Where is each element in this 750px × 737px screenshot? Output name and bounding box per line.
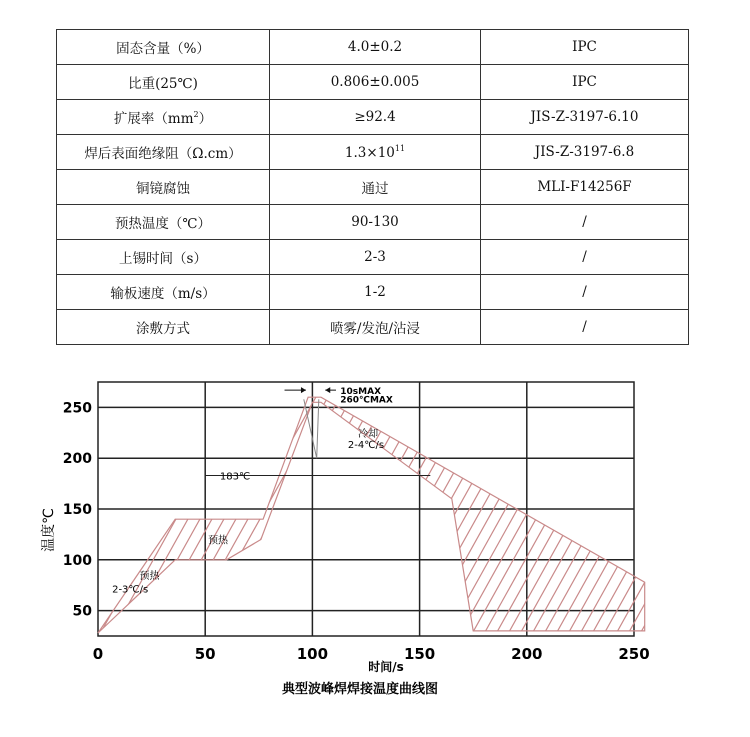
hatch-pattern [0, 370, 750, 641]
value-cell: 0.806±0.005 [270, 65, 481, 100]
property-cell: 焊后表面绝缘阻（Ω.cm） [57, 135, 270, 170]
hatch-line [0, 370, 44, 641]
hatch-line [588, 370, 750, 641]
table-row [57, 135, 689, 170]
cooling-rate-label: 2-4℃/s [347, 440, 385, 452]
hatch-line [492, 370, 692, 641]
hatch-line [552, 370, 750, 641]
preheat-rate-label: 预热 [139, 571, 160, 583]
value-cell: ≥92.4 [270, 100, 481, 135]
x-tick-label: 150 [403, 645, 436, 663]
property-tail: ） [198, 111, 213, 127]
value-cell: 90-130 [270, 205, 481, 240]
table-row [57, 65, 689, 100]
property-cell: 预热温度（℃） [57, 205, 270, 240]
hatch-line [732, 370, 750, 641]
standard-cell: JIS-Z-3197-6.8 [481, 135, 689, 170]
hatch-line [444, 370, 644, 641]
y-tick-label: 200 [62, 451, 92, 468]
hatch-line [0, 370, 56, 641]
standard-cell: IPC [481, 65, 689, 100]
x-tick-label: 50 [194, 645, 216, 663]
hatch-line [252, 370, 452, 641]
hatch-line [684, 370, 750, 641]
value-cell: 通过 [270, 170, 481, 205]
property-cell: 输板速度（m/s） [57, 275, 270, 310]
arrow-right-head [325, 387, 330, 393]
hatch-line [336, 370, 536, 641]
hatch-line [324, 370, 524, 641]
y-tick-label: 100 [62, 552, 92, 569]
hatch-line [708, 370, 750, 641]
hatch-line [432, 370, 632, 641]
property-superscript: 2 [193, 110, 199, 119]
hatch-line [720, 370, 750, 641]
hatch-line [540, 370, 740, 641]
table-row [57, 275, 689, 310]
peak-time-label: 10sMAX [340, 387, 382, 398]
hatch-line [24, 370, 224, 641]
hatch-line [576, 370, 750, 641]
value-superscript: 11 [394, 143, 406, 153]
hatch-line [84, 370, 284, 641]
hatch-line [312, 370, 512, 641]
hatch-line [300, 370, 500, 641]
hatch-line [264, 370, 464, 641]
value-cell [270, 135, 481, 170]
standard-cell: IPC [481, 30, 689, 65]
hatch-line [516, 370, 716, 641]
hatch-line [108, 370, 308, 641]
chart-annotations [112, 387, 430, 595]
value-text: 1.3×10 [344, 144, 395, 161]
standard-cell: JIS-Z-3197-6.10 [481, 100, 689, 135]
x-tick-label: 200 [511, 645, 543, 663]
hatch-line [456, 370, 656, 641]
property-cell: 比重(25℃) [57, 65, 270, 100]
y-tick-label: 50 [72, 603, 92, 620]
hatch-line [624, 370, 750, 641]
value-cell: 1-2 [270, 275, 481, 310]
property-cell [57, 100, 270, 135]
hatch-line [96, 370, 296, 641]
hatch-line [504, 370, 704, 641]
table-row [57, 30, 689, 65]
hatch-line [528, 370, 728, 641]
hatch-line [180, 370, 380, 641]
standard-cell: MLI-F14256F [481, 170, 689, 205]
hatch-line [0, 370, 200, 641]
value-cell: 2-3 [270, 240, 481, 275]
table-row [57, 205, 689, 240]
x-tick-label: 0 [92, 645, 104, 663]
arrow-left-head [301, 387, 306, 393]
standard-cell: / [481, 205, 689, 240]
x-axis-label: 时间/s [368, 660, 404, 674]
table-row [57, 240, 689, 275]
hatch-line [660, 370, 750, 641]
value-cell: 喷雾/发泡/沾浸 [270, 310, 481, 345]
hatch-line [72, 370, 272, 641]
hatch-line [636, 370, 750, 641]
hatch-line [0, 370, 188, 641]
hatch-line [468, 370, 668, 641]
hatch-line [156, 370, 356, 641]
hatch-line [240, 370, 440, 641]
value-cell: 4.0±0.2 [270, 30, 481, 65]
peak-temp-label: 260℃MAX [340, 395, 393, 406]
hatch-line [0, 370, 8, 641]
hatch-line [0, 370, 68, 641]
chart-title: 典型波峰焊焊接温度曲线图 [281, 682, 439, 697]
hatch-line [600, 370, 750, 641]
hatch-line [744, 370, 750, 641]
table-row [57, 170, 689, 205]
property-cell: 固态含量（%） [57, 30, 270, 65]
hatch-line [216, 370, 416, 641]
hatch-line [348, 370, 548, 641]
hatch-line [0, 370, 32, 641]
hatch-line [228, 370, 428, 641]
temp-183-label: 183℃ [219, 471, 251, 483]
hatch-line [144, 370, 344, 641]
x-tick-label: 250 [618, 645, 650, 663]
temperature-profile-chart [0, 370, 750, 737]
hatch-line [648, 370, 750, 641]
y-axis-label: 温度℃ [41, 508, 57, 552]
hatch-line [420, 370, 620, 641]
table-row [57, 100, 689, 135]
cooling-label: 冷却 [358, 428, 379, 440]
preheat-label: 预热 [208, 535, 229, 547]
property-cell: 上锡时间（s） [57, 240, 270, 275]
hatch-line [696, 370, 750, 641]
property-text: 扩展率（mm [113, 111, 194, 127]
hatch-line [132, 370, 332, 641]
preheat-rate-value: 2-3℃/s [112, 584, 149, 596]
standard-cell: / [481, 310, 689, 345]
hatch-line [564, 370, 750, 641]
hatch-line [204, 370, 404, 641]
hatch-line [192, 370, 392, 641]
property-cell: 铜镜腐蚀 [57, 170, 270, 205]
y-tick-label: 150 [62, 502, 92, 518]
spec-table [56, 29, 689, 345]
x-tick-label: 100 [296, 645, 329, 663]
y-tick-label: 250 [62, 400, 92, 417]
property-cell: 涂敷方式 [57, 310, 270, 345]
hatch-line [0, 370, 20, 641]
hatch-line [12, 370, 212, 641]
standard-cell: / [481, 240, 689, 275]
standard-cell: / [481, 275, 689, 310]
hatch-line [612, 370, 750, 641]
hatch-line [120, 370, 320, 641]
hatch-line [672, 370, 750, 641]
chart-grid [98, 382, 634, 636]
table-row [57, 310, 689, 345]
